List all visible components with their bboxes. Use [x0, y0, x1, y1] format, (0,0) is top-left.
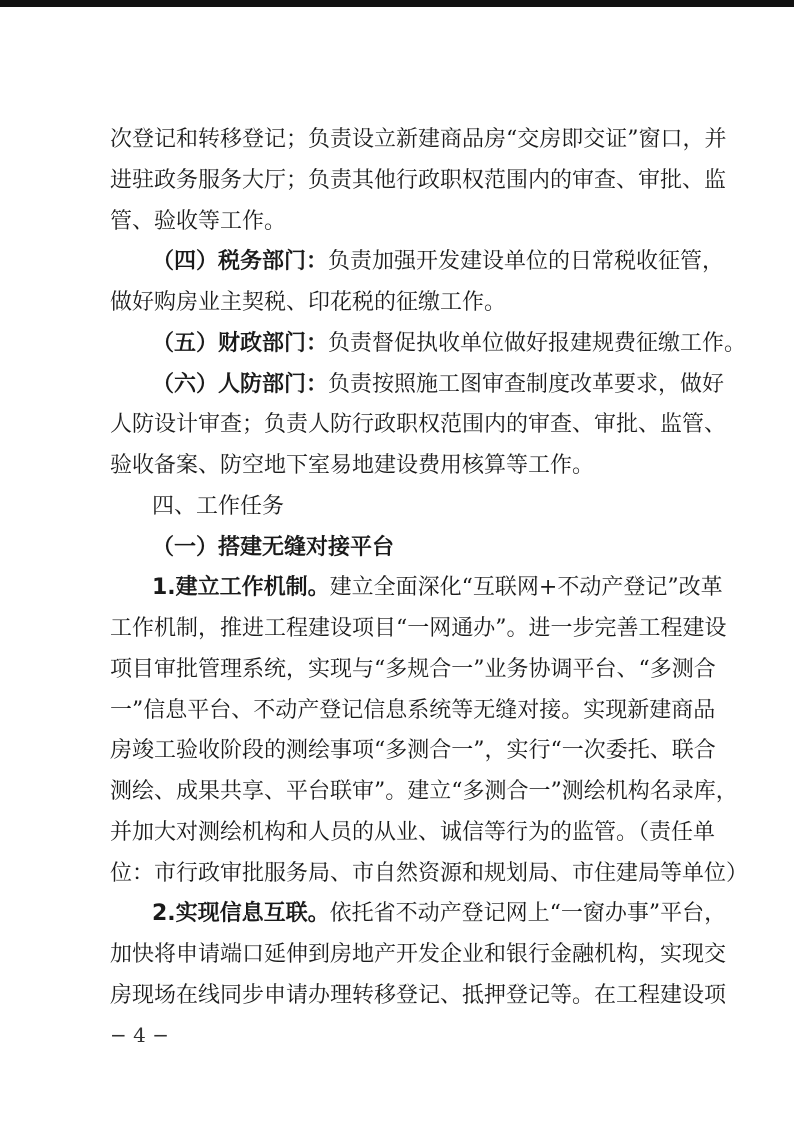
text-line: 1.建立工作机制。建立全面深化“互联网+不动产登记”改革: [152, 575, 723, 600]
text-line: 管、验收等工作。: [110, 209, 287, 234]
text-line: 工作机制，推进工程建设项目“一网通办”。进一步完善工程建设: [110, 616, 727, 641]
text-line: 房现场在线同步申请办理转移登记、抵押登记等。在工程建设项: [110, 983, 727, 1008]
text-line: 次登记和转移登记；负责设立新建商品房“交房即交证”窗口，并: [110, 127, 727, 152]
scan-top-border: [0, 0, 794, 7]
chapter-heading: 四、工作任务: [152, 494, 285, 519]
text-line: 一”信息平台、不动产登记信息系统等无缝对接。实现新建商品: [110, 698, 716, 723]
section-heading: （六）人防部门：: [152, 372, 329, 397]
item-heading: 1.建立工作机制。: [152, 575, 330, 600]
text-line: 2.实现信息互联。依托省不动产登记网上“一窗办事”平台，: [152, 901, 727, 926]
section-heading: （五）财政部门：: [152, 331, 329, 356]
text-line: 位：市行政审批服务局、市自然资源和规划局、市住建局等单位）: [110, 861, 749, 886]
section-heading: （四）税务部门：: [152, 249, 329, 274]
text-line: 加快将申请端口延伸到房地产开发企业和银行金融机构，实现交: [110, 942, 727, 967]
text-line: 项目审批管理系统，实现与“多规合一”业务协调平台、“多测合: [110, 657, 716, 682]
text-line: （四）税务部门：负责加强开发建设单位的日常税收征管，: [152, 249, 725, 274]
text-line: 人防设计审查；负责人防行政职权范围内的审查、审批、监管、: [110, 412, 727, 437]
text-line: 进驻政务服务大厅；负责其他行政职权范围内的审查、审批、监: [110, 168, 727, 193]
subsection-heading: （一）搭建无缝对接平台: [152, 535, 395, 560]
text-line: 并加大对测绘机构和人员的从业、诚信等行为的监管。（责任单: [110, 820, 716, 845]
text-line: 测绘、成果共享、平台联审”。建立“多测合一”测绘机构名录库，: [110, 779, 738, 804]
text-line: （五）财政部门：负责督促执收单位做好报建规费征缴工作。: [152, 331, 747, 356]
text-line: 做好购房业主契税、印花税的征缴工作。: [110, 290, 507, 315]
text-line: 房竣工验收阶段的测绘事项“多测合一”，实行“一次委托、联合: [110, 738, 716, 763]
text-line: （六）人防部门：负责按照施工图审查制度改革要求，做好: [152, 372, 725, 397]
item-heading: 2.实现信息互联。: [152, 901, 330, 926]
text-line: 验收备案、防空地下室易地建设费用核算等工作。: [110, 453, 595, 478]
page-number: − 4 −: [110, 1023, 169, 1047]
